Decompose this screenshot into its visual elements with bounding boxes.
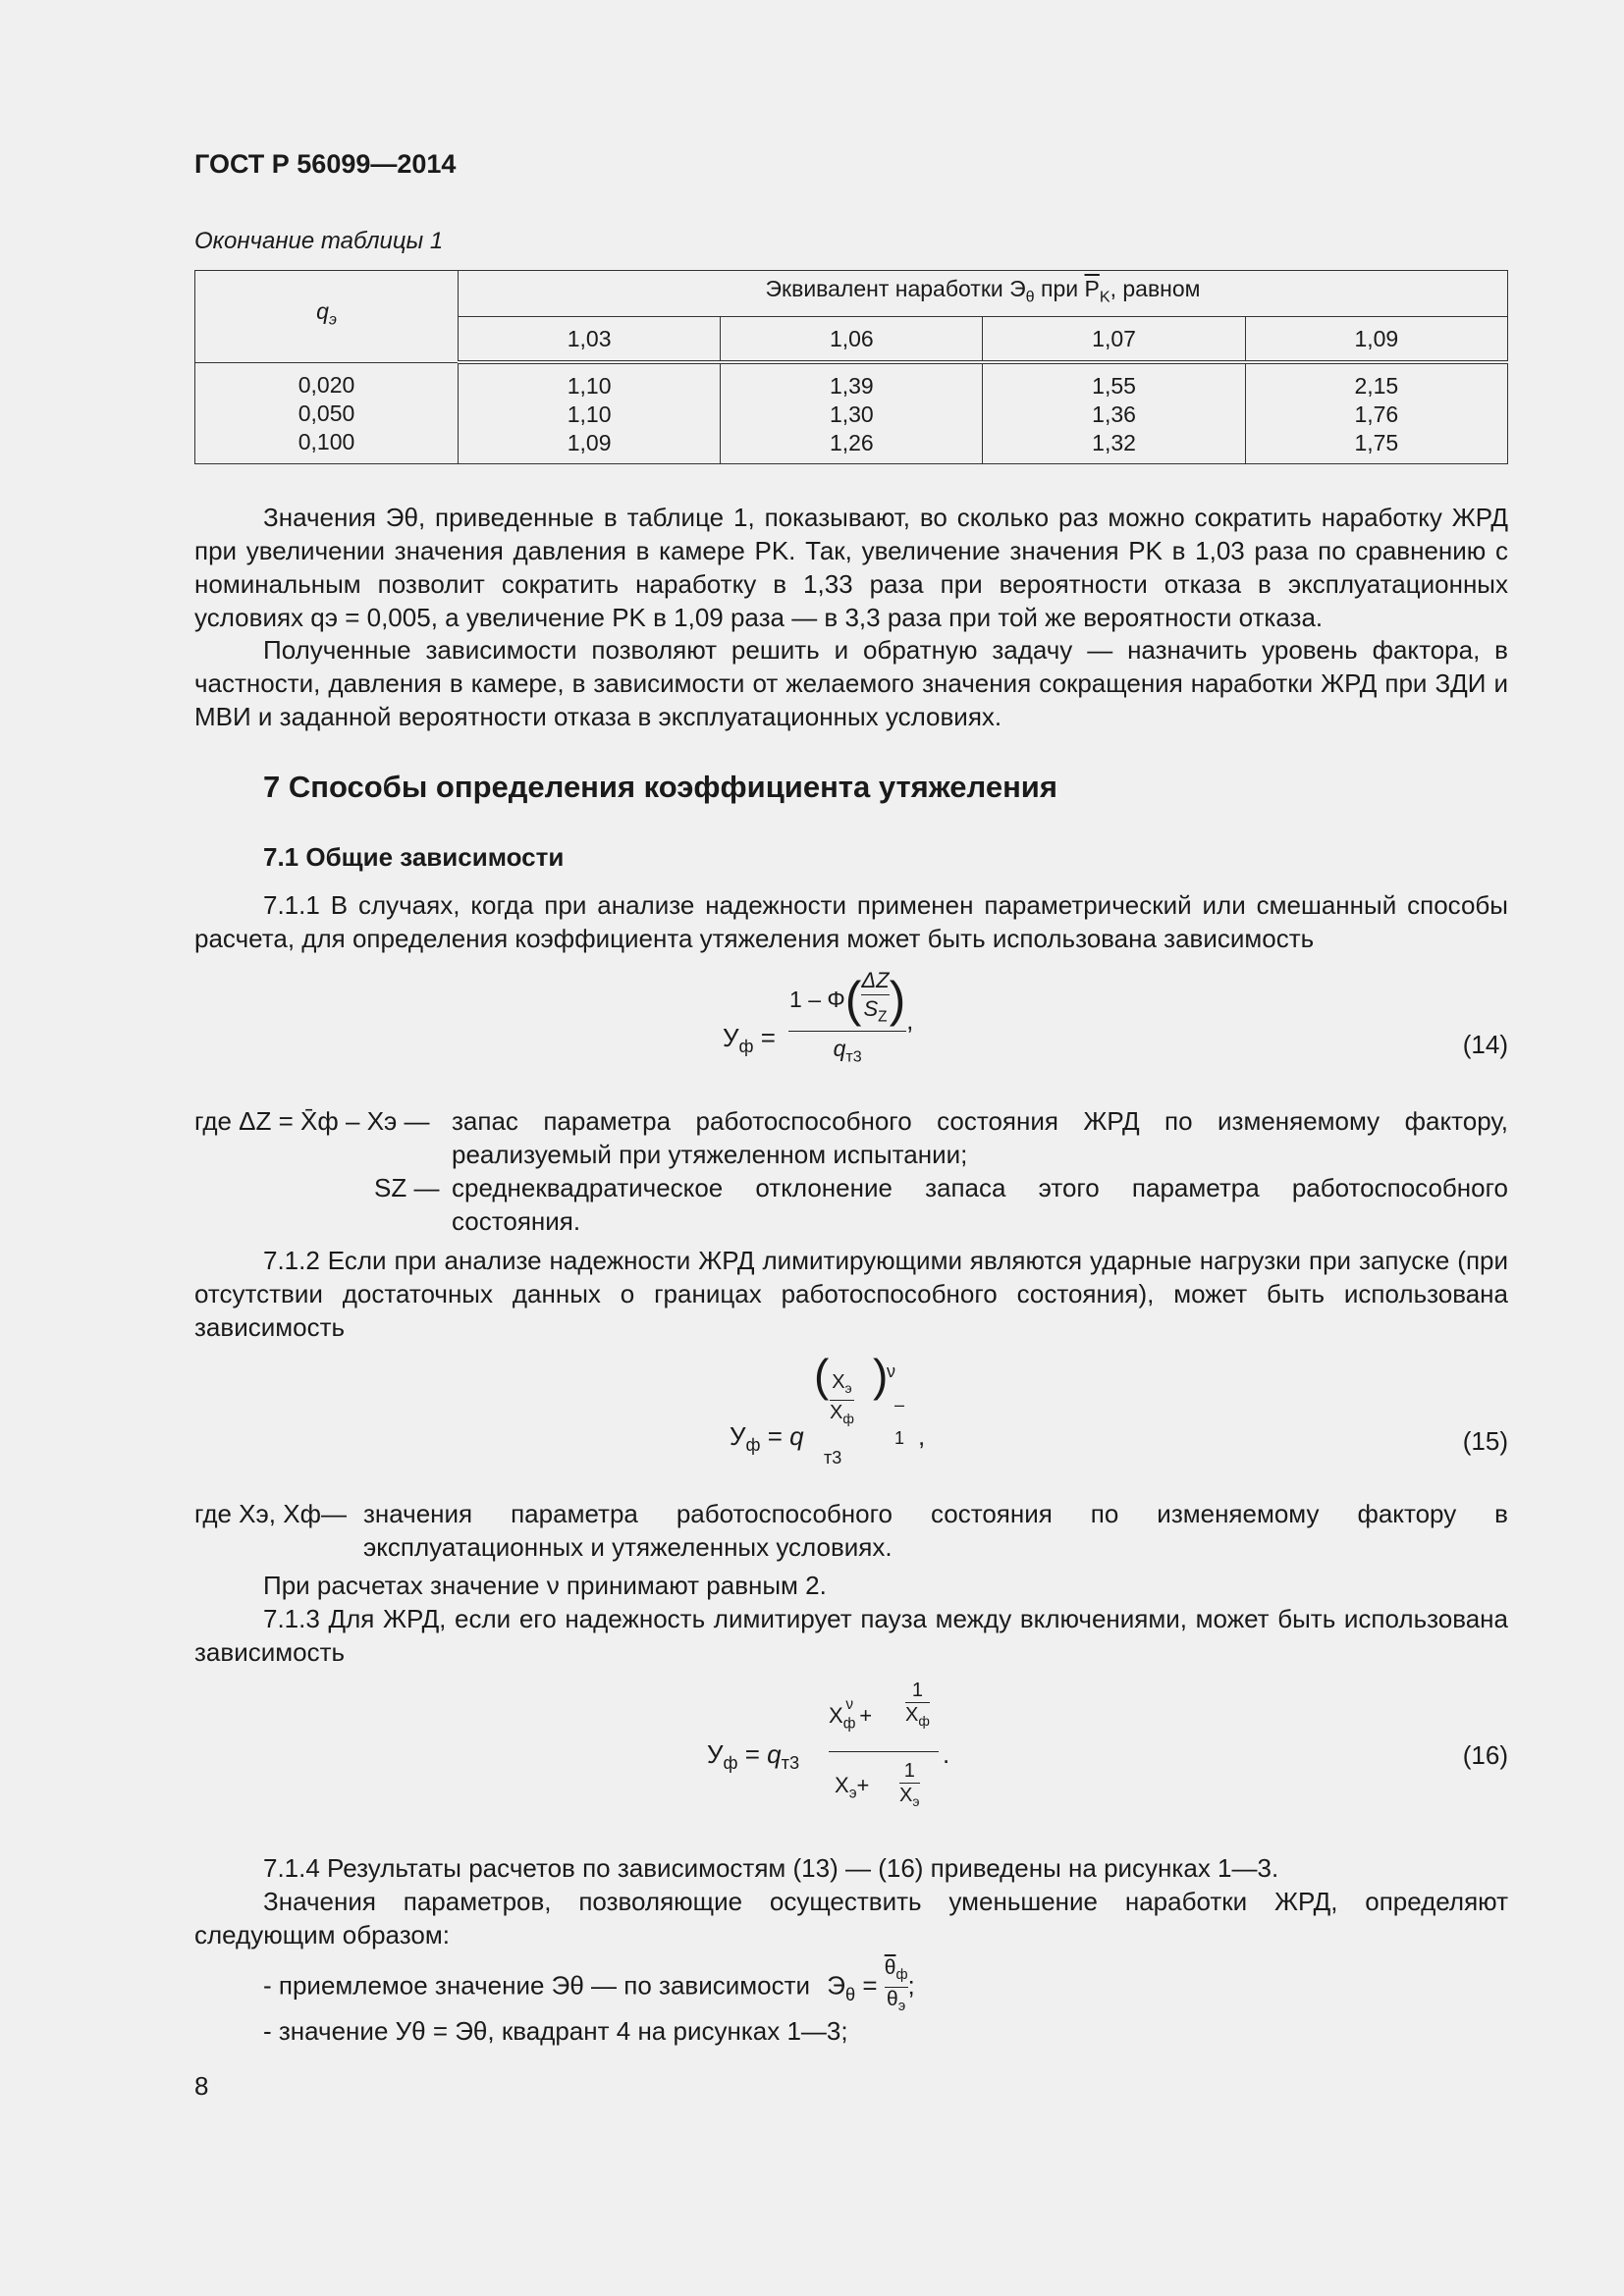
page-number: 8	[194, 2071, 209, 2101]
list-item: - приемлемое значение Эθ — по зависимости $Э_\theta$ = $\frac{\overline{\theta}_ф}{\theta_э}$ ;	[263, 1956, 915, 2015]
equivalent-table	[194, 270, 1508, 464]
table-caption: Окончание таблицы 1	[194, 228, 444, 254]
table-cell: 1,10 1,10 1,09	[459, 362, 721, 464]
paragraph: Значения Эθ, приведенные в таблице 1, показывают, во сколько раз можно сократить наработку ЖРД при увеличении значения давления в камере PK. Так, увеличение значения PK в 1,03 раза по сравнению с номинальным позволит сократить наработку в 1,33 раза при вероятности отказа в эксплуатационных условиях qэ = 0,005, а увеличение PK в 1,09 раза — в 3,3 раза при той же вероятности отказа.	[194, 503, 1508, 632]
paragraph: Полученные зависимости позволяют решить и обратную задачу — назначить уровень фактора, в частности, давления в камере, в зависимости от желаемого значения сокращения наработки ЖРД при ЗДИ и МВИ и заданной вероятности отказа в эксплуатационных условиях.	[194, 635, 1508, 731]
formula-number: (15)	[1462, 1426, 1508, 1456]
definition-label: где ΔZ = X̄ф – Xэ —	[194, 1106, 430, 1136]
paragraph: 7.1.1 В случаях, когда при анализе надежности применен параметрический или смешанный способы расчета, для определения коэффициента утяжеления может быть использована зависимость	[194, 890, 1508, 953]
table-cell: 2,15 1,76 1,75	[1245, 362, 1507, 464]
paragraph: 7.1.2 Если при анализе надежности ЖРД лимитирующими являются ударные нагрузки при запуске (при отсутствии достаточных данных о границах работоспособного состояния), может быть использована зависимость	[194, 1246, 1508, 1342]
q-header: $q_э$	[195, 271, 459, 363]
q-values-cell: 0,020 0,050 0,100	[195, 362, 459, 464]
paragraph: 7.1.3 Для ЖРД, если его надежность лимитирует пауза между включениями, может быть использована зависимость	[194, 1604, 1508, 1667]
document-page: ГОСТ Р 56099—2014 Окончание таблицы 1 $q_э$ Эквивалент наработки $Э_\theta$ при $\overline{P}_K$, равном 1,03 1,06 1,07 1,09 0,020 0,050 0,100 1,10 1,10 1,09 1,39 1,30 1,26 1,55 1,36 1,32 2,15 1,76 1,75 Значения Эθ, приведенные в таблице 1, показывают, во сколько раз можно сократить наработку ЖРД при увеличении значения давления в камере PK. Так, увеличение значения PK в 1,03 раза по сравнению с номинальным позволит сократить наработку в 1,33 раза при вероятности отказа в эксплуатационных условиях qэ = 0,005, а увеличение PK в 1,09 раза — в 3,3 раза при той же вероятности отказа. Полученные зависимости позволяют решить и обратную задачу — назначить уровень фактора, в частности, давления в камере, в зависимости от желаемого значения сокращения наработки ЖРД при ЗДИ и МВИ и заданной вероятности отказа в эксплуатационных условиях. 7 Способы определения коэффициента утяжеления 7.1 Общие зависимости 7.1.1 В случаях, когда при анализе надежности применен параметрический или смешанный способы расчета, для определения коэффициента утяжеления может быть использована зависимость $У_ф$ = 1 – Φ ( $\frac{\Delta Z}{S_Z}$ ) $q_{т3}$ , (14) где ΔZ = X̄ф – Xэ — запас параметра работоспособного состояния ЖРД по изменяемому фактору, реализуемый при утяжеленном испытании; SZ — среднеквадратическое отклонение запаса этого параметра работоспособного состояния. 7.1.2 Если при анализе надежности ЖРД лимитирующими являются ударные нагрузки при запуске (при отсутствии достаточных данных о границах работоспособного состояния), может быть использована зависимость $У_ф = q$ т3 ( $X_э$ $X_ф$ ) ν –1 , (15) где Xэ, Xф— значения параметра работоспособного состояния по изменяемому фактору в эксплуатационных и утяжеленных условиях. При расчетах значение ν принимают равным 2. 7.1.3 Для ЖРД, если его надежность лимитирует пауза между включениями, может быть использована зависимость $У_ф = q_{т3}$ $X_ф^\nu$ + 1 $X_ф$ $X_э+$ 1 $X_э$ . (16) 7.1.4 Результаты расчетов по зависимостям (13) — (16) приведены на рисунках 1—3. Значения параметров, позволяющие осуществить уменьшение наработки ЖРД, определяют следующим образом: - приемлемое значение Эθ — по зависимости $Э_\theta$ = $\frac{\overline{\theta}_ф}{\theta_э}$ ; - значение Уθ = Эθ, квадрант 4 на рисунках 1—3; 8	[194, 149, 1508, 2101]
group-header: Эквивалент наработки $Э_\theta$ при $\overline{P}_K$, равном	[459, 271, 1508, 317]
table-cell: 1,39 1,30 1,26	[721, 362, 983, 464]
section-heading: 7 Способы определения коэффициента утяжеления	[263, 770, 1057, 804]
table-cell: 1,55 1,36 1,32	[983, 362, 1245, 464]
formula-number: (14)	[1462, 1030, 1508, 1059]
definition-text: запас параметра работоспособного состояния ЖРД по изменяемому фактору, реализуемый при утяжеленном испытании;	[452, 1106, 1508, 1169]
subsection-heading: 7.1 Общие зависимости	[263, 842, 565, 872]
col-header: 1,07	[983, 317, 1245, 363]
definition-text: значения параметра работоспособного состояния по изменяемому фактору в эксплуатационных и утяжеленных условиях.	[363, 1499, 1508, 1562]
col-header: 1,06	[721, 317, 983, 363]
definition-text: среднеквадратическое отклонение запаса этого параметра работоспособного состояния.	[452, 1173, 1508, 1236]
definition-label: где Xэ, Xф—	[194, 1499, 347, 1528]
paragraph: Значения параметров, позволяющие осуществить уменьшение наработки ЖРД, определяют следующим образом:	[194, 1887, 1508, 1949]
list-item: - значение Уθ = Эθ, квадрант 4 на рисунках 1—3;	[263, 2016, 848, 2046]
paragraph: 7.1.4 Результаты расчетов по зависимостям (13) — (16) приведены на рисунках 1—3.	[263, 1853, 1279, 1883]
col-header: 1,09	[1245, 317, 1507, 363]
standard-header: ГОСТ Р 56099—2014	[194, 149, 457, 179]
col-header: 1,03	[459, 317, 721, 363]
formula-14: $У_ф$ = 1 – Φ ( $\frac{\Delta Z}{S_Z}$ ) $q_{т3}$ ,	[723, 968, 914, 1066]
definition-label: SZ —	[374, 1173, 440, 1202]
formula-number: (16)	[1462, 1740, 1508, 1770]
paragraph: При расчетах значение ν принимают равным 2.	[263, 1571, 827, 1600]
